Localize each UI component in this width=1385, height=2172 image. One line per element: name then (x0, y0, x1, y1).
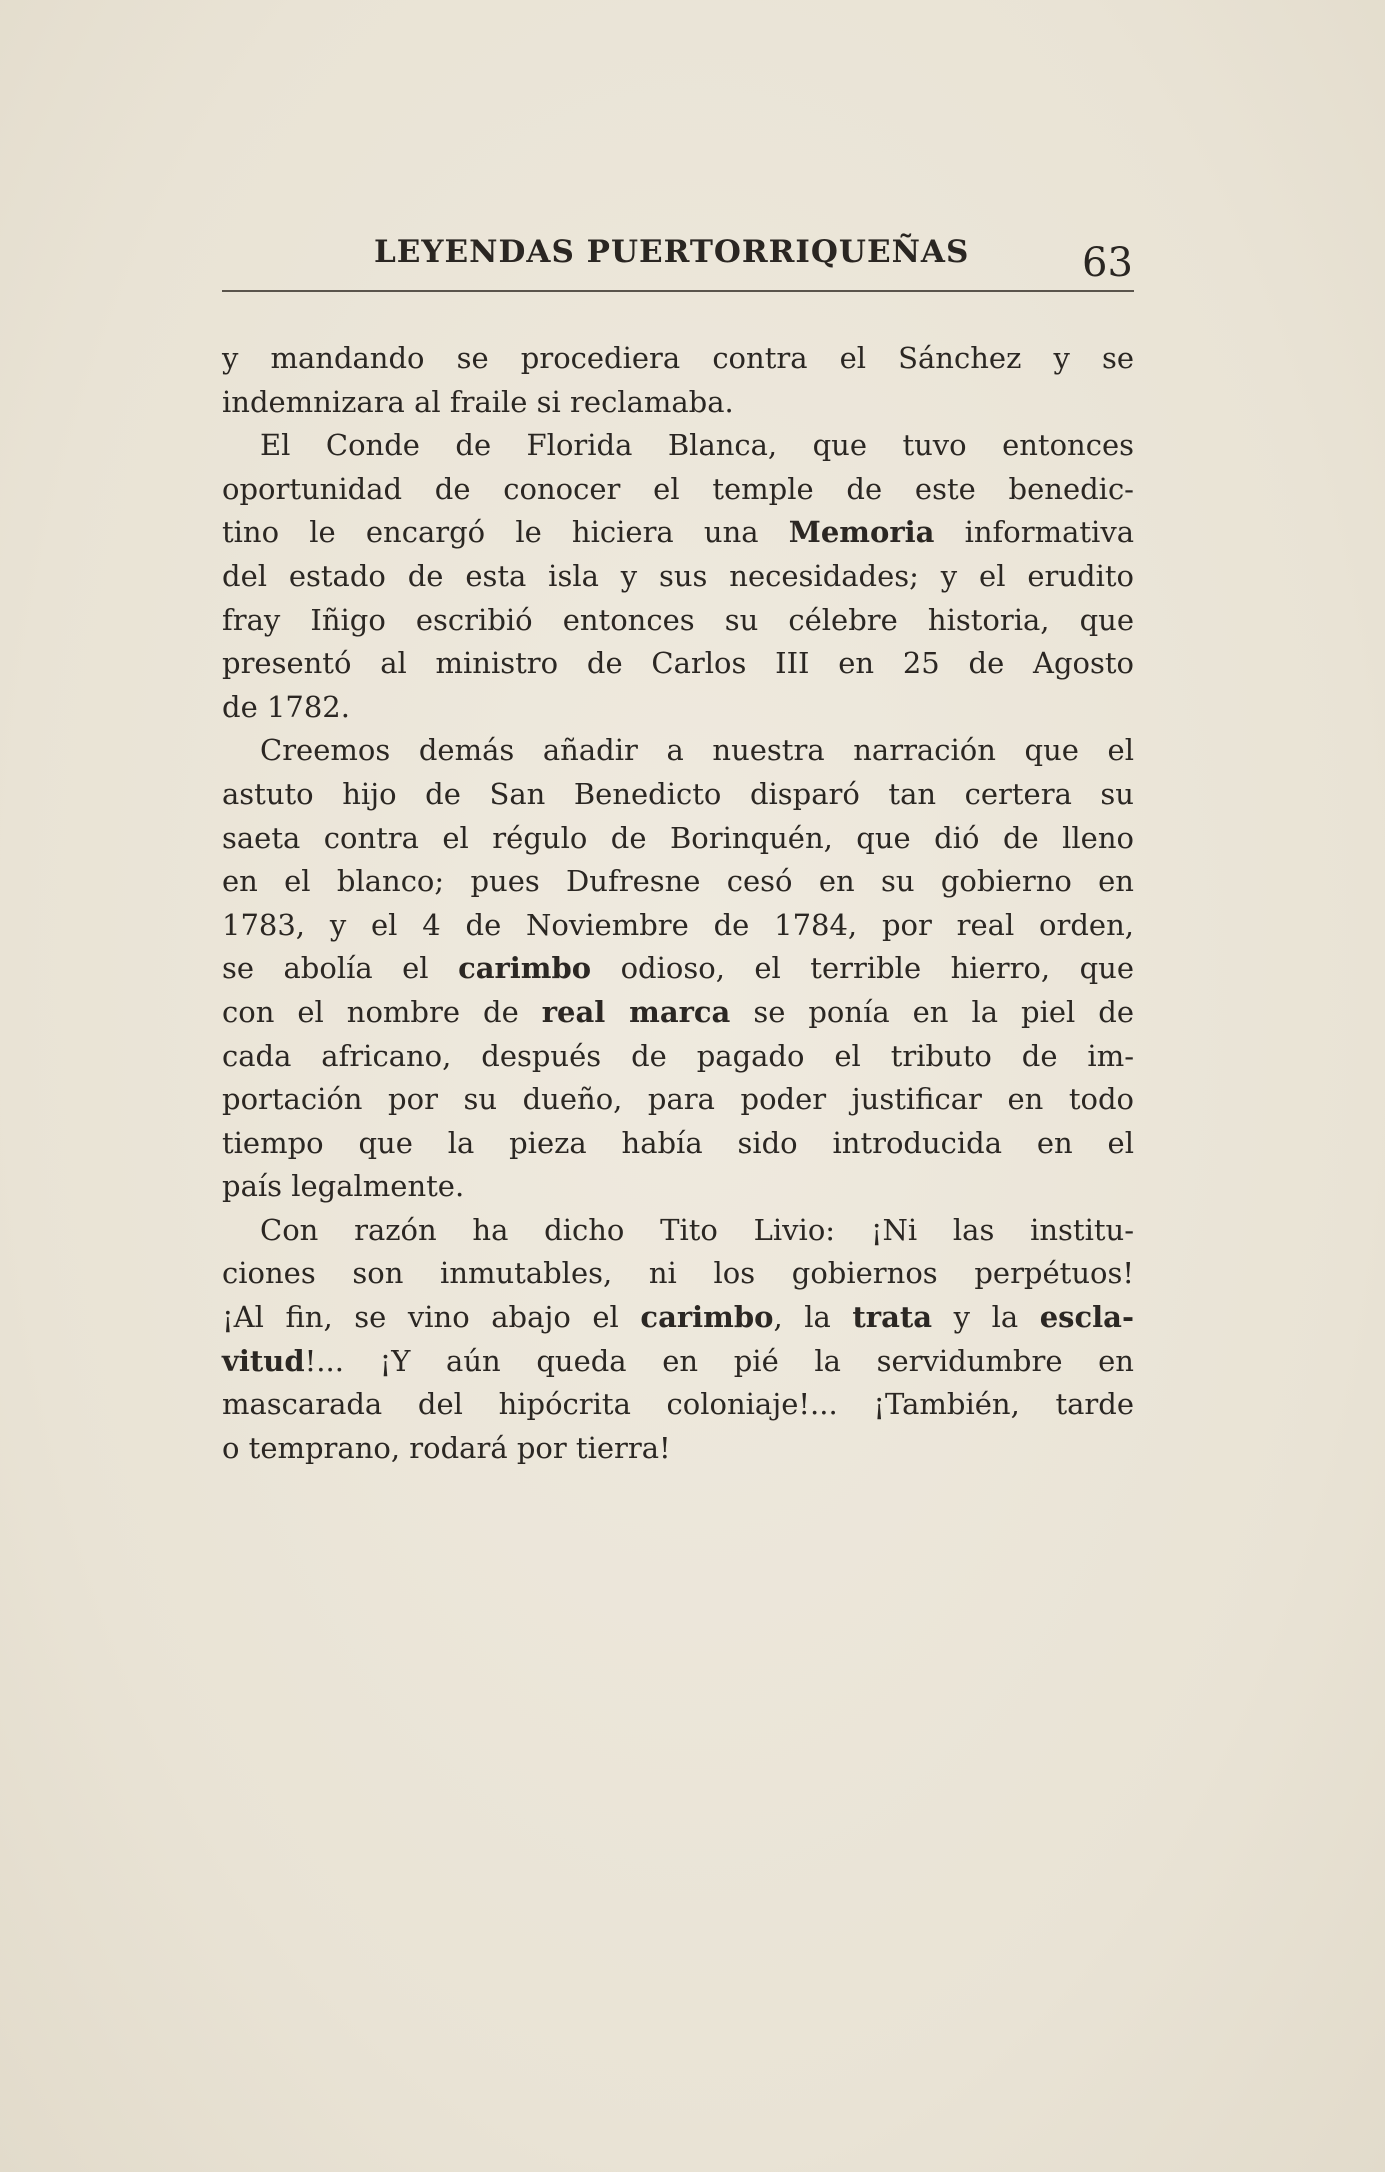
page-number: 63 (1082, 240, 1133, 286)
text-line (222, 1122, 1134, 1166)
text-segment: presentó al ministro de Carlos III en 25 de Agosto (222, 646, 1134, 681)
text-line (222, 555, 1134, 599)
text-line (222, 511, 1134, 555)
text-line (222, 1296, 1134, 1340)
text-segment: del estado de esta isla y sus necesidades; y el erudito (222, 558, 1134, 593)
text-segment: ¡Al fin, se vino abajo el (222, 1300, 641, 1335)
text-line (222, 1252, 1134, 1296)
text-segment: tiempo que la pieza había sido introducida en el (222, 1125, 1134, 1160)
text-segment: !... ¡Y aún queda en pié la servidumbre en (304, 1343, 1134, 1378)
text-segment: con el nombre de (222, 994, 542, 1029)
bold-text: Memoria (788, 515, 935, 550)
text-line (222, 729, 1134, 773)
running-title: LEYENDAS PUERTORRIQUEÑAS (374, 234, 970, 270)
text-segment: de 1782. (222, 689, 350, 724)
text-segment: , la (773, 1300, 853, 1335)
header-rule (222, 290, 1134, 292)
text-segment: y mandando se procediera contra el Sánchez y se (222, 341, 1134, 375)
bold-text: escla- (1039, 1300, 1134, 1335)
text-segment: mascarada del hipócrita coloniaje!... ¡También, tarde (222, 1387, 1134, 1422)
text-line (222, 337, 1134, 381)
text-line (222, 904, 1134, 948)
text-line (222, 686, 1134, 730)
text-segment: país legalmente. (222, 1169, 465, 1204)
text-segment: 1783, y el 4 de Noviembre de 1784, por real orden, (222, 907, 1134, 942)
bold-text: carimbo (458, 951, 592, 986)
text-line (222, 817, 1134, 861)
text-segment: astuto hijo de San Benedicto disparó tan certera su (222, 776, 1134, 811)
page-header (222, 222, 1134, 294)
text-segment: y la (932, 1300, 1040, 1335)
text-segment: fray Iñigo escribió entonces su célebre historia, que (222, 602, 1134, 637)
text-segment: Con razón ha dicho Tito Livio: ¡Ni las institu- (260, 1212, 1134, 1247)
text-line (222, 599, 1134, 643)
text-segment: portación por su dueño, para poder justificar en todo (222, 1082, 1134, 1117)
text-line (222, 1165, 1134, 1209)
bold-text: trata (852, 1300, 933, 1335)
text-segment: se abolía el (222, 951, 459, 986)
body-text (222, 337, 1134, 1470)
text-line (222, 1209, 1134, 1253)
text-line (222, 773, 1134, 817)
text-line (222, 1427, 1134, 1471)
bold-text: vitud (222, 1343, 305, 1378)
text-line (222, 381, 1134, 425)
text-segment: El Conde de Florida Blanca, que tuvo entonces (260, 428, 1134, 463)
text-segment: oportunidad de conocer el temple de este benedic- (222, 471, 1134, 506)
bold-text: real marca (541, 994, 731, 1029)
text-line (222, 947, 1134, 991)
text-line (222, 642, 1134, 686)
text-line (222, 1340, 1134, 1384)
text-segment: informativa (934, 515, 1134, 550)
text-segment: indemnizara al fraile si reclamaba. (222, 384, 734, 419)
text-segment: odioso, el terrible hierro, que (591, 951, 1134, 986)
text-line (222, 468, 1134, 512)
text-line (222, 860, 1134, 904)
text-segment: cada africano, después de pagado el tributo de im- (222, 1038, 1134, 1073)
text-segment: tino le encargó le hiciera una (222, 515, 789, 550)
text-line (222, 424, 1134, 468)
text-line (222, 991, 1134, 1035)
text-segment: ciones son inmutables, ni los gobiernos perpétuos! (222, 1256, 1134, 1291)
text-segment: o temprano, rodará por tierra! (222, 1430, 671, 1465)
text-segment: Creemos demás añadir a nuestra narración que el (260, 733, 1134, 768)
text-line (222, 1078, 1134, 1122)
text-segment: saeta contra el régulo de Borinquén, que dió de lleno (222, 820, 1134, 855)
bold-text: carimbo (640, 1300, 774, 1335)
text-segment: se ponía en la piel de (730, 994, 1134, 1029)
text-line (222, 1035, 1134, 1079)
text-line (222, 1383, 1134, 1427)
text-segment: en el blanco; pues Dufresne cesó en su gobierno en (222, 864, 1134, 899)
